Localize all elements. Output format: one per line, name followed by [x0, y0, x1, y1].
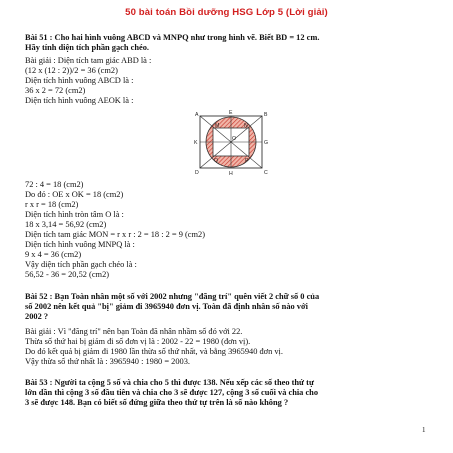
solution-51-line: Diện tích hình vuông AEOK là : — [25, 96, 134, 105]
label-h: H — [229, 171, 233, 176]
label-g: G — [264, 140, 269, 146]
label-n: N — [244, 123, 248, 129]
solution-51-line: Do đó : OE x OK = 18 (cm2) — [25, 190, 124, 199]
solution-51-line: 72 : 4 = 18 (cm2) — [25, 180, 84, 189]
label-a: A — [195, 112, 199, 118]
problem-52-heading-2: số 2002 nên kết quả "bị" giảm đi 3965940 đơn vị. Toàn đã định nhân số nào với — [25, 302, 308, 311]
problem-51-heading: Bài 51 : Cho hai hình vuông ABCD và MNPQ như trong hình vẽ. Biết BD = 12 cm. — [25, 33, 320, 42]
solution-51-line: Vậy diện tích phần gạch chéo là : — [25, 260, 137, 269]
label-c: C — [264, 170, 268, 176]
document-title: 50 bài toán Bồi dưỡng HSG Lớp 5 (Lời giải) — [125, 7, 328, 18]
solution-51-line: 9 x 4 = 36 (cm2) — [25, 250, 82, 259]
geometry-figure — [184, 108, 278, 176]
problem-53-heading-2: lớn dần thì cộng 3 số đầu tiên và chia cho 3 sẽ được 127, cộng 3 số cuối và chia cho — [25, 388, 319, 397]
solution-52-line: Thừa số thứ hai bị giảm đi số đơn vị là : 2002 - 22 = 1980 (đơn vị). — [25, 337, 251, 346]
problem-52-heading: Bài 52 : Bạn Toàn nhân một số với 2002 nhưng "đãng trí" quên viết 2 chữ số 0 của — [25, 292, 320, 301]
solution-51-line: 18 x 3,14 = 56,92 (cm2) — [25, 220, 107, 229]
label-d: D — [195, 170, 199, 176]
solution-51-line: (12 x (12 : 2))/2 = 36 (cm2) — [25, 66, 118, 75]
solution-52-line: Vậy thừa số thứ nhất là : 3965940 : 1980 = 2003. — [25, 357, 191, 366]
solution-51-line: Diện tích tam giác MON = r x r : 2 = 18 : 2 = 9 (cm2) — [25, 230, 206, 239]
solution-51-line: Diện tích hình tròn tâm O là : — [25, 210, 124, 219]
solution-52-line: Do đó kết quả bị giảm đi 1980 lần thừa số thứ nhất, và bằng 3965940 đơn vị. — [25, 347, 283, 356]
problem-53-heading: Bài 53 : Người ta cộng 5 số và chia cho 5 thì được 138. Nếu xếp các số theo thứ tự — [25, 378, 314, 387]
solution-51-line: Diện tích hình vuông ABCD là : — [25, 76, 134, 85]
label-b: B — [264, 112, 268, 118]
solution-51-line: Bài giải : Diện tích tam giác ABD là : — [25, 56, 152, 65]
solution-51-line: r x r = 18 (cm2) — [25, 200, 79, 209]
problem-52-heading-3: 2002 ? — [25, 312, 49, 321]
solution-51-line: 56,52 - 36 = 20,52 (cm2) — [25, 270, 110, 279]
page-number: 1 — [422, 426, 426, 434]
label-k: K — [194, 140, 198, 146]
label-o: O — [232, 136, 237, 142]
label-e: E — [229, 110, 233, 116]
solution-52-line: Bài giải : Vì "đãng trí" nên bạn Toàn đã nhân nhầm số đó với 22. — [25, 327, 243, 336]
solution-51-line: Diện tích hình vuông MNPQ là : — [25, 240, 135, 249]
solution-51-line: 36 x 2 = 72 (cm2) — [25, 86, 86, 95]
problem-53-heading-3: 3 sẽ được 148. Bạn có biết số đứng giữa theo thứ tự trên là số nào không ? — [25, 398, 289, 407]
label-m: M — [215, 123, 220, 129]
label-p: P — [245, 158, 249, 164]
label-q: Q — [214, 158, 219, 164]
problem-51-heading-2: Hãy tính diện tích phần gạch chéo. — [25, 43, 150, 52]
